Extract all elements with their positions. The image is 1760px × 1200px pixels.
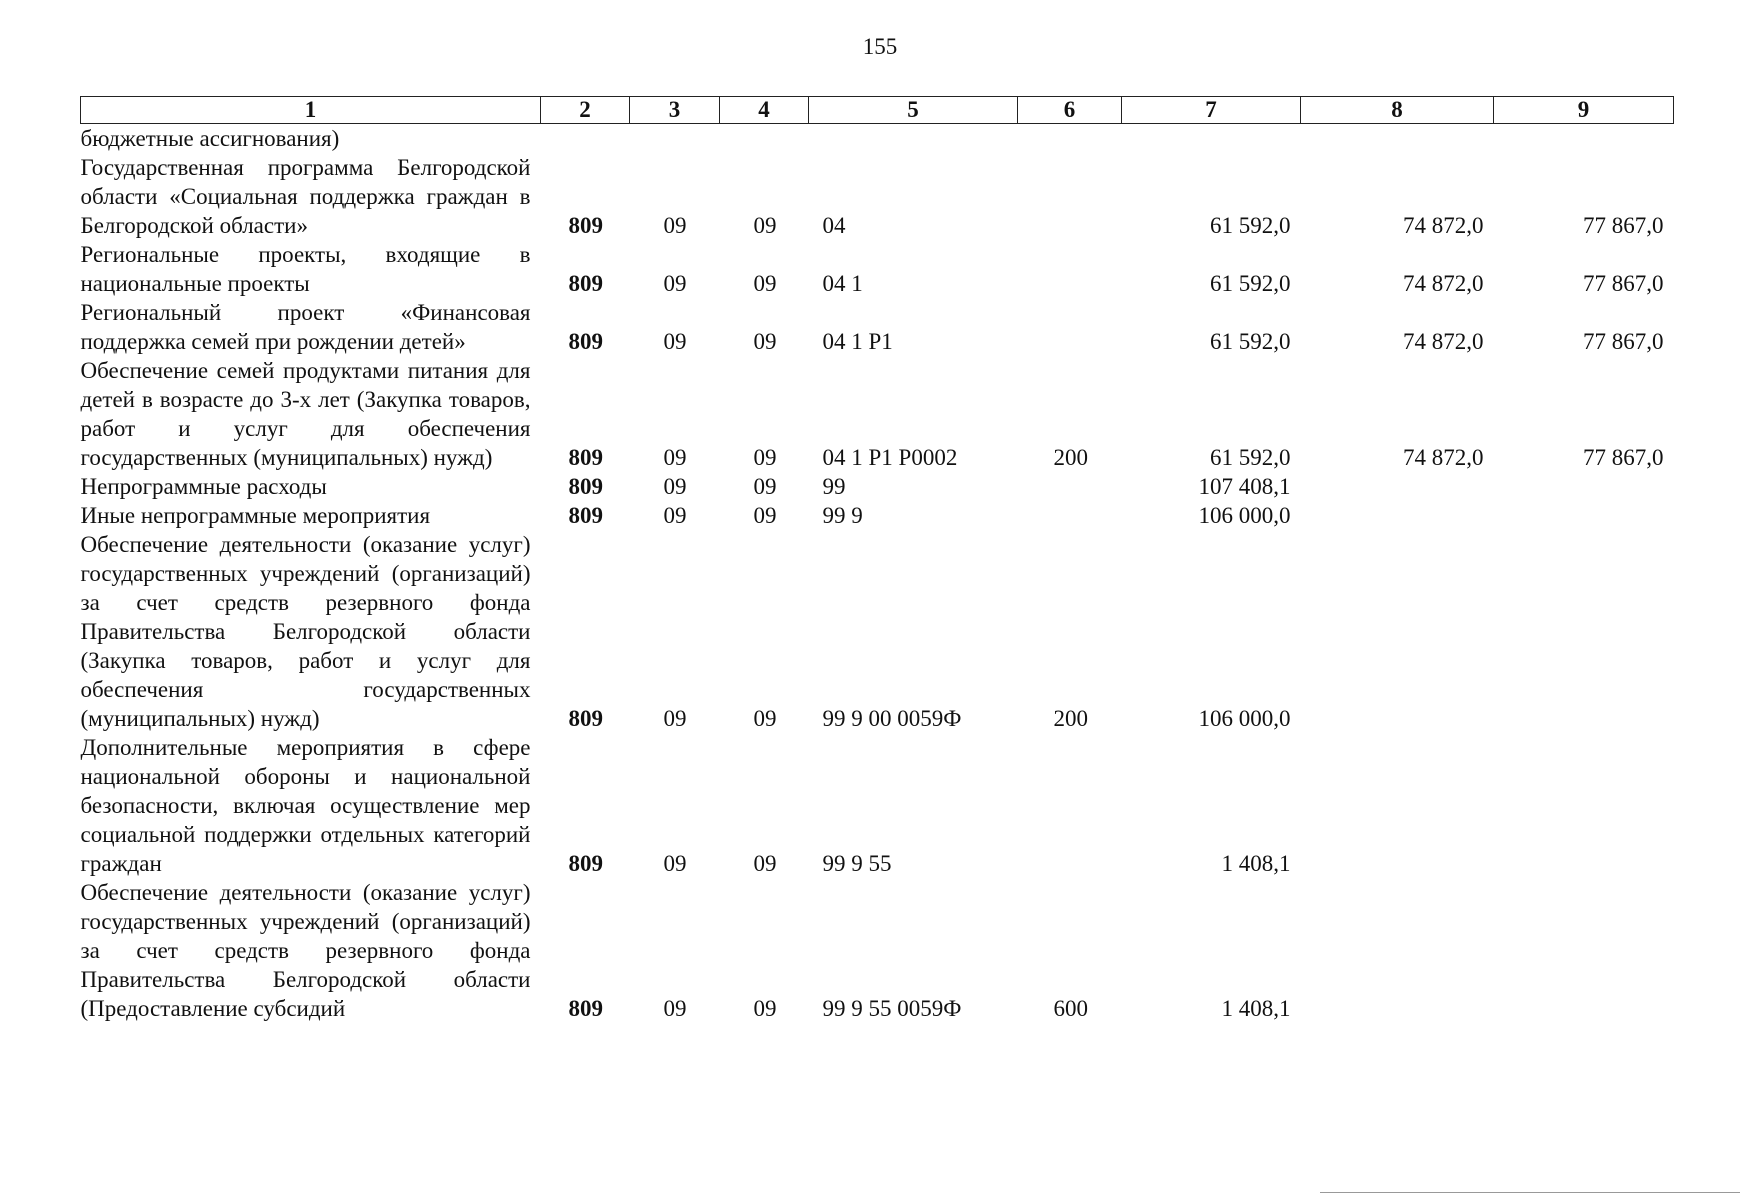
subsection-code: 09 [753,503,777,528]
ministry-code: 809 [568,445,603,470]
section-code [630,124,720,154]
target-article: 04 1 Р1 Р0002 [822,445,958,470]
subsection-code: 09 [753,271,777,296]
amount-year-3 [1494,878,1674,1023]
target-article [809,124,1018,154]
amount-year-2 [1301,733,1494,878]
table-row [81,356,1674,472]
amount-year-2: 74 872,0 [1403,445,1484,470]
column-header-1: 1 [81,97,541,124]
target-article: 04 1 Р1 [822,329,893,354]
amount-year-1: 61 592,0 [1210,445,1291,470]
amount-year-1: 61 592,0 [1210,271,1291,296]
expense-type [1018,240,1122,298]
row-name: Дополнительные мероприятия в сфере национальной обороны и национальной безопасности, включая осуществление мер социальной поддержки отдельных категорий граждан [80,735,531,876]
expense-type: 200 [1053,706,1088,731]
row-name: бюджетные ассигнования) [80,126,340,151]
amount-year-3 [1494,124,1674,154]
table-header [81,97,1674,124]
column-header-3: 3 [630,97,720,124]
section-code: 09 [663,271,687,296]
ministry-code: 809 [568,503,603,528]
amount-year-2 [1301,530,1494,733]
row-name: Обеспечение деятельности (оказание услуг) государственных учреждений (организаций) за счет средств резервного фонда Правительства Белгородской области (Закупка товаров, работ и услуг для обеспечения государственных (муниципальных) нужд) [80,532,531,731]
ministry-code: 809 [568,271,603,296]
budget-table [80,96,1674,1023]
target-article: 99 9 [822,503,863,528]
column-header-7: 7 [1122,97,1301,124]
section-code: 09 [663,213,687,238]
amount-year-3: 77 867,0 [1583,271,1664,296]
table-row [81,733,1674,878]
amount-year-3 [1494,530,1674,733]
ministry-code: 809 [568,996,603,1021]
amount-year-2 [1301,501,1494,530]
target-article: 99 9 00 0059Ф [822,706,962,731]
amount-year-3: 77 867,0 [1583,329,1664,354]
amount-year-3 [1494,472,1674,501]
expense-type [1018,501,1122,530]
table-row [81,153,1674,240]
section-code: 09 [663,996,687,1021]
row-name: Государственная программа Белгородской области «Социальная поддержка граждан в Белгородской области» [80,155,531,238]
expense-type: 200 [1053,445,1088,470]
amount-year-1: 107 408,1 [1198,474,1291,499]
subsection-code: 09 [753,213,777,238]
column-header-9: 9 [1494,97,1674,124]
amount-year-1: 1 408,1 [1221,996,1291,1021]
expense-type [1018,153,1122,240]
table-row [81,501,1674,530]
target-article: 04 [822,213,846,238]
subsection-code: 09 [753,851,777,876]
column-header-4: 4 [720,97,809,124]
amount-year-3: 77 867,0 [1583,445,1664,470]
row-name: Обеспечение деятельности (оказание услуг) государственных учреждений (организаций) за счет средств резервного фонда Правительства Белгородской области (Предоставление субсидий [80,880,531,1021]
scan-artifact-line [1320,1192,1740,1193]
amount-year-1: 61 592,0 [1210,213,1291,238]
amount-year-2: 74 872,0 [1403,329,1484,354]
section-code: 09 [663,503,687,528]
ministry-code: 809 [568,329,603,354]
expense-type [1018,733,1122,878]
expense-type [1018,298,1122,356]
row-name: Региональные проекты, входящие в национальные проекты [80,242,531,296]
ministry-code: 809 [568,474,603,499]
column-header-6: 6 [1018,97,1122,124]
amount-year-3 [1494,501,1674,530]
page-number: 155 [862,34,898,59]
amount-year-1: 106 000,0 [1198,706,1291,731]
column-header-5: 5 [809,97,1018,124]
table-row [81,240,1674,298]
ministry-code [541,124,630,154]
target-article: 99 9 55 0059Ф [822,996,962,1021]
ministry-code: 809 [568,706,603,731]
column-header-8: 8 [1301,97,1494,124]
section-code: 09 [663,706,687,731]
table-row [81,298,1674,356]
amount-year-1 [1122,124,1301,154]
row-name: Обеспечение семей продуктами питания для детей в возрасте до 3-х лет (Закупка товаров, работ и услуг для обеспечения государственных (муниципальных) нужд) [80,358,531,470]
section-code: 09 [663,851,687,876]
table-body [81,124,1674,1024]
amount-year-2 [1301,878,1494,1023]
amount-year-3: 77 867,0 [1583,213,1664,238]
amount-year-2 [1301,472,1494,501]
target-article: 04 1 [822,271,863,296]
row-name: Иные непрограммные мероприятия [80,503,431,528]
expense-type [1018,472,1122,501]
table-row [81,878,1674,1023]
table-row [81,124,1674,154]
target-article: 99 9 55 [822,851,892,876]
section-code: 09 [663,445,687,470]
target-article: 99 [822,474,846,499]
subsection-code: 09 [753,474,777,499]
ministry-code: 809 [568,213,603,238]
header-row [81,97,1674,124]
row-name: Непрограммные расходы [80,474,327,499]
section-code: 09 [663,329,687,354]
subsection-code: 09 [753,329,777,354]
amount-year-2: 74 872,0 [1403,271,1484,296]
expense-type [1018,124,1122,154]
amount-year-1: 106 000,0 [1198,503,1291,528]
amount-year-1: 61 592,0 [1210,329,1291,354]
amount-year-3 [1494,733,1674,878]
amount-year-2 [1301,124,1494,154]
ministry-code: 809 [568,851,603,876]
column-header-2: 2 [541,97,630,124]
expense-type: 600 [1053,996,1088,1021]
subsection-code: 09 [753,445,777,470]
amount-year-1: 1 408,1 [1221,851,1291,876]
amount-year-2: 74 872,0 [1403,213,1484,238]
row-name: Региональный проект «Финансовая поддержка семей при рождении детей» [80,300,531,354]
table-row [81,472,1674,501]
subsection-code [720,124,809,154]
subsection-code: 09 [753,996,777,1021]
subsection-code: 09 [753,706,777,731]
table-row [81,530,1674,733]
section-code: 09 [663,474,687,499]
